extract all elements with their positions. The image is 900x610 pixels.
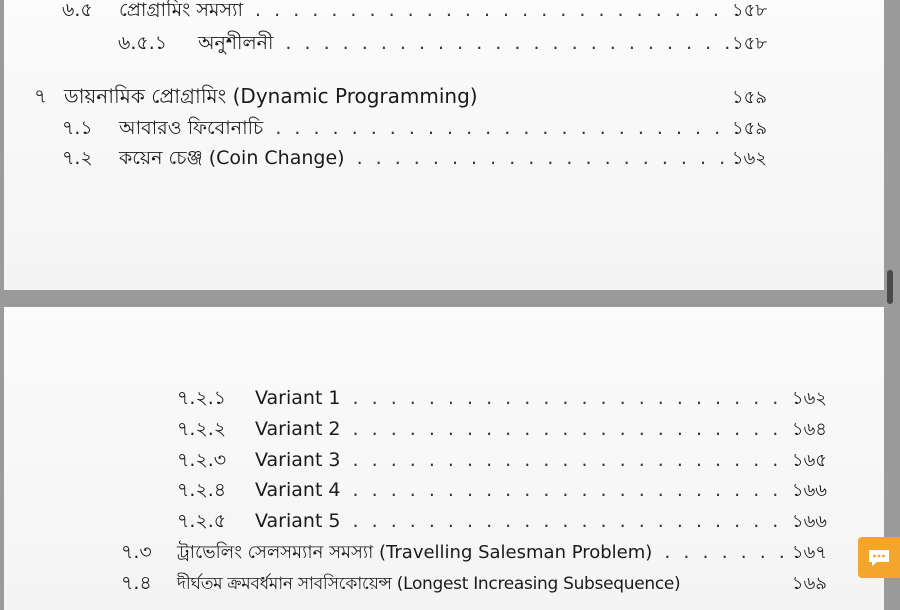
toc-entry[interactable] [62,146,767,171]
toc-title: ডায়নামিক প্রোগ্রামিং (Dynamic Programming) [64,84,478,108]
toc-leader [353,509,790,533]
toc-number: ৬.৫.১ [118,32,168,54]
chat-button[interactable] [858,537,900,578]
toc-entry[interactable] [177,386,827,411]
toc-number: ৭.১ [62,117,93,139]
toc-entry[interactable] [118,31,767,56]
toc-number: ৭ [34,84,48,108]
chat-bubble-icon [867,548,891,568]
scrollbar-thumb[interactable] [887,270,893,304]
toc-page: ১৫৯ [731,87,767,108]
toc-title: Variant 3 [255,449,341,471]
toc-title: দীর্ঘতম ক্রমবর্ধমান সাবসিকোয়েন্স (Longest Increasing Subsequence) [177,574,681,594]
toc-number: ৭.২ [62,147,93,169]
toc-title: আবারও ফিবোনাচি [119,117,264,139]
toc-chapter-entry[interactable] [34,84,767,110]
toc-number: ৭.২.১ [177,387,227,409]
toc-leader [255,0,730,22]
pdf-page-1 [4,0,884,290]
toc-title: Variant 2 [255,418,341,440]
toc-leader [353,478,790,502]
toc-page: ১৬৬ [791,480,827,501]
toc-number: ৭.২.২ [177,418,227,440]
toc-page: ১৬২ [791,388,827,409]
toc-leader [664,540,790,564]
toc-entry[interactable] [62,116,767,141]
toc-title: অনুশীলনী [198,32,274,54]
toc-leader [353,448,790,472]
toc-number: ৭.২.৫ [177,510,227,532]
toc-entry[interactable] [177,417,827,442]
toc-page: ১৬৪ [791,419,827,440]
toc-number: ৬.৫ [62,0,93,21]
toc-leader [357,146,730,170]
toc-page: ১৫৮ [731,0,767,21]
toc-entry[interactable] [177,478,827,503]
toc-leader [353,417,790,441]
toc-title: Variant 1 [255,387,341,409]
toc-number: ৭.২.৪ [177,479,227,501]
toc-leader [285,31,730,55]
toc-page: ১৫৯ [731,118,767,139]
toc-title: Variant 4 [255,479,341,501]
toc-entry[interactable] [121,571,827,596]
toc-number: ৭.৩ [121,541,152,563]
toc-page: ১৬২ [731,148,767,169]
toc-title: Variant 5 [255,510,341,532]
toc-title: ট্রাভেলিং সেলসম্যান সমস্যা (Travelling Salesman Problem) [177,542,653,563]
pdf-page-2 [4,307,884,610]
toc-leader [353,386,790,410]
toc-entry[interactable] [62,0,767,23]
toc-title: প্রোগ্রামিং সমস্যা [119,0,244,21]
toc-number: ৭.৪ [121,572,152,594]
toc-entry[interactable] [177,509,827,534]
toc-number: ৭.২.৩ [177,449,227,471]
toc-leader [275,116,730,140]
toc-page: ১৬৬ [791,511,827,532]
toc-page: ১৬৫ [791,450,827,471]
toc-page: ১৬৯ [791,573,827,594]
toc-entry[interactable] [177,448,827,473]
toc-page: ১৫৮ [731,33,767,54]
toc-entry[interactable] [121,540,827,565]
vertical-scrollbar[interactable] [884,0,900,610]
toc-page: ১৬৭ [791,542,827,563]
toc-title: কয়েন চেঞ্জ (Coin Change) [119,147,345,169]
